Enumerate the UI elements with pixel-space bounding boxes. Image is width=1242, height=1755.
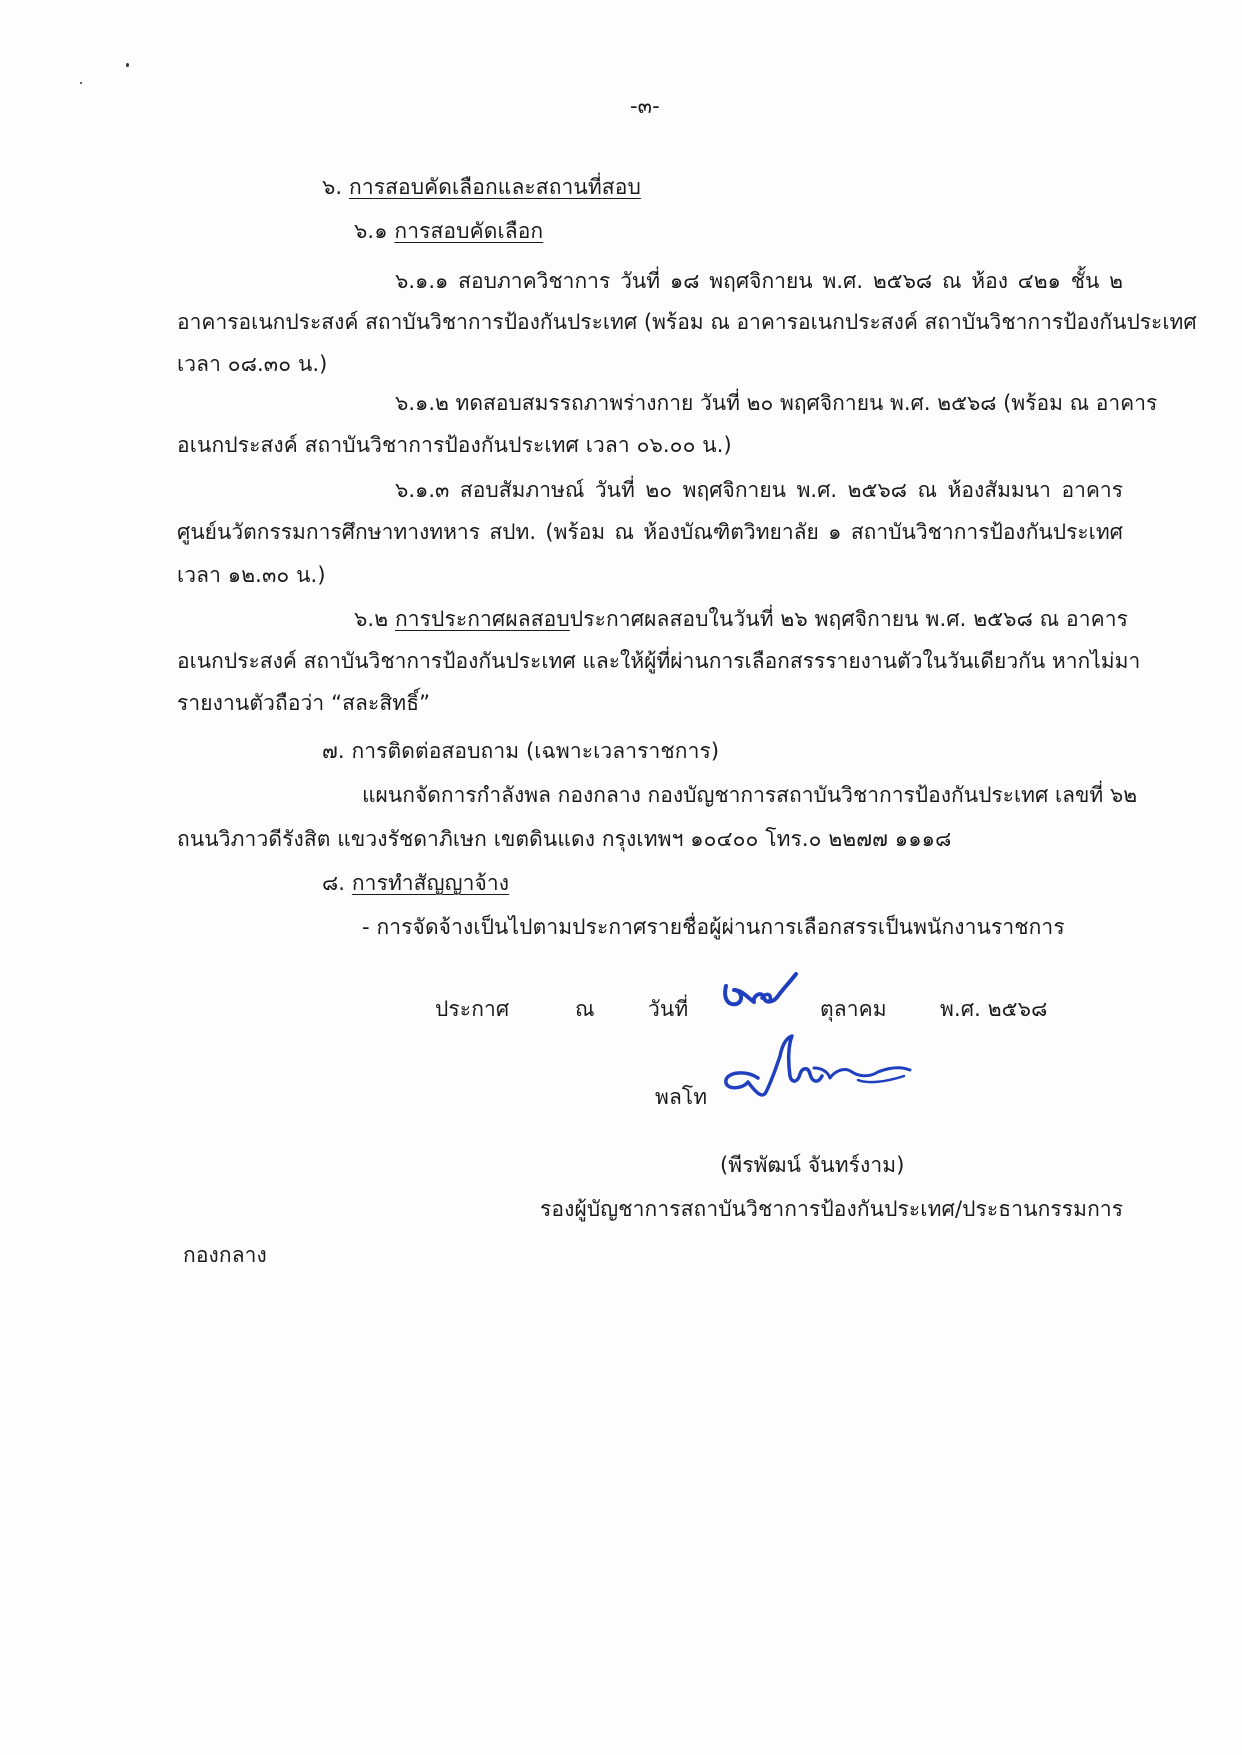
section-6-2-title: การประกาศผลสอบ xyxy=(394,607,570,631)
section-7-line-1: แผนกจัดการกำลังพล กองกลาง กองบัญชาการสถาบันวิชาการป้องกันประเทศ เลขที่ ๖๒ xyxy=(362,783,1138,807)
section-6-1-heading xyxy=(354,216,543,246)
announcement-year: พ.ศ. ๒๕๖๘ xyxy=(940,997,1048,1021)
section-6-2-line-2: อเนกประสงค์ สถาบันวิชาการป้องกันประเทศ และให้ผู้ที่ผ่านการเลือกสรรรายงานตัวในวันเดียวกัน หากไม่มา xyxy=(177,649,1141,673)
item-6-1-3-line-1: ๖.๑.๓ สอบสัมภาษณ์ วันที่ ๒๐ พฤศจิกายน พ.ศ. ๒๕๖๘ ณ ห้องสัมมนา อาคาร xyxy=(395,478,1123,502)
signature-position: รองผู้บัญชาการสถาบันวิชาการป้องกันประเทศ/ประธานกรรมการ xyxy=(540,1197,1124,1221)
item-6-1-3-line-2: ศูนย์นวัตกรรมการศึกษาทางทหาร สปท. (พร้อม ณ ห้องบัณฑิตวิทยาลัย ๑ สถาบันวิชาการป้องกันประเทศ xyxy=(177,520,1123,544)
section-6-heading xyxy=(322,172,641,202)
section-6-1-title: การสอบคัดเลือก xyxy=(394,219,544,243)
section-6-2-line-1 xyxy=(354,604,1129,634)
section-6-2-line-3: รายงานตัวถือว่า “สละสิทธิ์” xyxy=(177,691,431,715)
handwritten-day xyxy=(718,968,800,1020)
signature-name: (พีรพัฒน์ จันทร์งาม) xyxy=(720,1153,905,1177)
footer-department: กองกลาง xyxy=(183,1243,267,1267)
section-7-heading: ๗. การติดต่อสอบถาม (เฉพาะเวลาราชการ) xyxy=(322,739,720,763)
item-6-1-1-line-2: อาคารอเนกประสงค์ สถาบันวิชาการป้องกันประเทศ (พร้อม ณ อาคารอเนกประสงค์ สถาบันวิชาการป้องกันประเทศ xyxy=(177,310,1197,334)
section-8-heading xyxy=(322,868,509,898)
signature-rank: พลโท xyxy=(655,1085,708,1109)
section-7-line-2: ถนนวิภาวดีรังสิต แขวงรัชดาภิเษก เขตดินแดง กรุงเทพฯ ๑๐๔๐๐ โทร.๐ ๒๒๗๗ ๑๑๑๘ xyxy=(177,827,952,851)
scan-speck xyxy=(80,82,82,84)
item-6-1-1-line-3: เวลา ๐๘.๓๐ น.) xyxy=(177,352,328,376)
section-6-2-line-1-rest: ประกาศผลสอบในวันที่ ๒๖ พฤศจิกายน พ.ศ. ๒๕๖๘ ณ อาคาร xyxy=(569,607,1129,631)
section-8-number: ๘. xyxy=(322,871,346,895)
item-6-1-3-line-3: เวลา ๑๒.๓๐ น.) xyxy=(177,563,326,587)
item-6-1-2-line-2: อเนกประสงค์ สถาบันวิชาการป้องกันประเทศ เวลา ๐๖.๐๐ น.) xyxy=(177,433,732,457)
page-number: -๓- xyxy=(630,94,660,118)
section-6-1-number: ๖.๑ xyxy=(354,219,388,243)
announcement-na: ณ xyxy=(575,997,595,1021)
section-8-title: การทำสัญญาจ้าง xyxy=(351,871,510,895)
section-6-title: การสอบคัดเลือกและสถานที่สอบ xyxy=(349,175,641,199)
section-6-number: ๖. xyxy=(322,175,343,199)
item-6-1-2-line-1: ๖.๑.๒ ทดสอบสมรรถภาพร่างกาย วันที่ ๒๐ พฤศจิกายน พ.ศ. ๒๕๖๘ (พร้อม ณ อาคาร xyxy=(395,391,1158,415)
scan-speck xyxy=(126,63,129,67)
announcement-wan-thi: วันที่ xyxy=(648,997,689,1021)
announcement-prakat: ประกาศ xyxy=(435,997,510,1021)
item-6-1-1-line-1: ๖.๑.๑ สอบภาควิชาการ วันที่ ๑๘ พฤศจิกายน พ.ศ. ๒๕๖๘ ณ ห้อง ๔๒๑ ชั้น ๒ xyxy=(395,269,1123,293)
signature-mark xyxy=(718,1032,914,1110)
section-8-line-1: - การจัดจ้างเป็นไปตามประกาศรายชื่อผู้ผ่านการเลือกสรรเป็นพนักงานราชการ xyxy=(362,915,1065,939)
announcement-month: ตุลาคม xyxy=(820,997,887,1021)
section-6-2-number: ๖.๒ xyxy=(354,607,389,631)
